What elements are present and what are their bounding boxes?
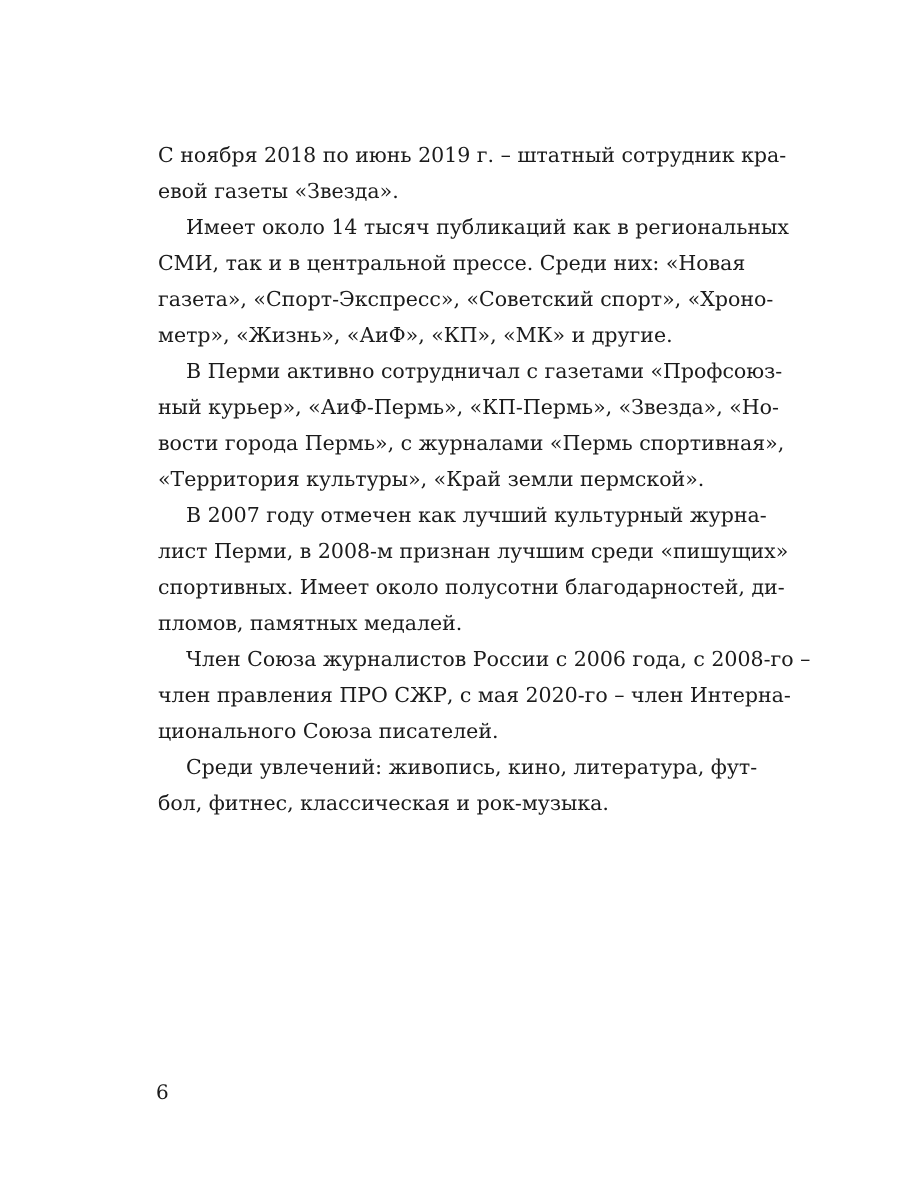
text-line: Член Союза журналистов России с 2006 года, с 2008-го – xyxy=(186,647,811,671)
text-line: Имеет около 14 тысяч публикаций как в региональных xyxy=(186,215,789,239)
text-line: газета», «Спорт-Экспресс», «Советский спорт», «Хроно- xyxy=(158,287,774,311)
paragraph xyxy=(158,353,785,497)
text-line: С ноября 2018 по июнь 2019 г. – штатный сотрудник кра- xyxy=(158,143,787,167)
paragraph xyxy=(158,137,787,209)
text-line: вости города Пермь», с журналами «Пермь спортивная», xyxy=(158,431,785,455)
text-line: В Перми активно сотрудничал с газетами «Профсоюз- xyxy=(186,359,783,383)
text-line: пломов, памятных медалей. xyxy=(158,611,463,635)
text-line: СМИ, так и в центральной прессе. Среди них: «Новая xyxy=(158,251,746,275)
text-line: спортивных. Имеет около полусотни благодарностей, ди- xyxy=(158,575,785,599)
text-line: бол, фитнес, классическая и рок-музыка. xyxy=(158,791,609,815)
body-text xyxy=(158,137,811,821)
text-line: «Территория культуры», «Край земли пермской». xyxy=(158,467,705,491)
page-number: 6 xyxy=(156,1080,169,1104)
text-line: член правления ПРО СЖР, с мая 2020-го – член Интерна- xyxy=(158,683,791,707)
text-line: метр», «Жизнь», «АиФ», «КП», «МК» и другие. xyxy=(158,323,673,347)
text-line: ционального Союза писателей. xyxy=(158,719,499,743)
paragraph xyxy=(158,497,789,641)
text-line: ный курьер», «АиФ-Пермь», «КП-Пермь», «Звезда», «Но- xyxy=(158,395,779,419)
text-line: Среди увлечений: живопись, кино, литература, фут- xyxy=(186,755,758,779)
text-line: евой газеты «Звезда». xyxy=(158,179,399,203)
text-line: В 2007 году отмечен как лучший культурный журна- xyxy=(186,503,767,527)
paragraph xyxy=(158,749,758,821)
paragraph xyxy=(158,641,811,749)
text-line: лист Перми, в 2008-м признан лучшим среди «пишущих» xyxy=(158,539,789,563)
paragraph xyxy=(158,209,789,353)
